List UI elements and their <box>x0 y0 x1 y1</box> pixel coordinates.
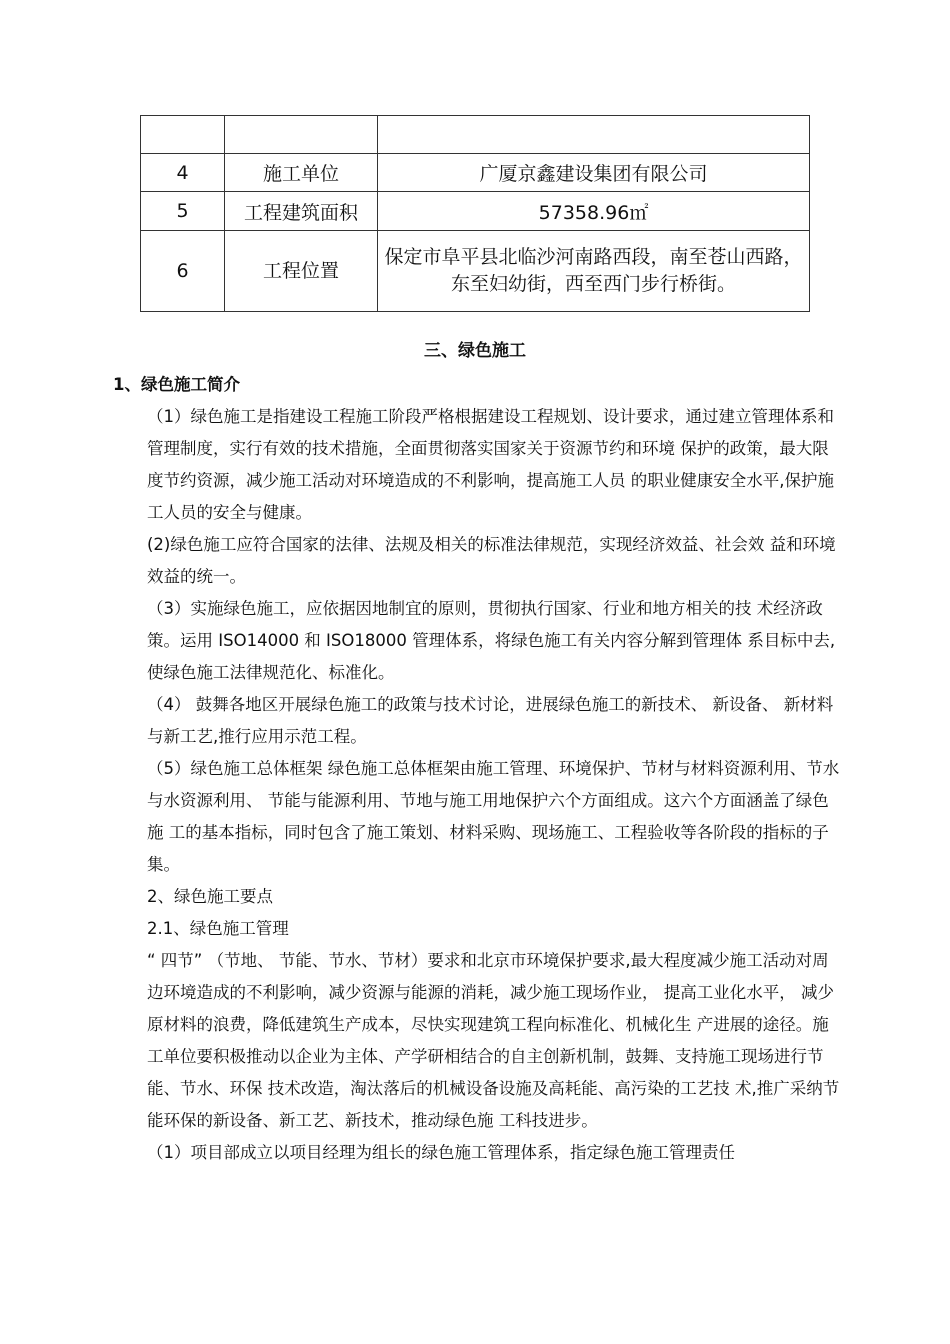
row-value: 保定市阜平县北临沙河南路西段，南至苍山西路，东至妇幼街，西至西门步行桥街。 <box>378 231 810 312</box>
paragraph-6: “ 四节” （节地、 节能、节水、节材）要求和北京市环境保护要求,最大程度减少施工活动对周边环境造成的不利影响，减少资源与能源的消耗，减少施工现场作业， 提高工业化水平， 减少原材料的浪费，降低建筑生产成本，尽快实现建筑工程向标准化、机械化生 产进展的途径。施工单位要积极推动以企业为主体、产学研相结合的自主创新机制，鼓舞、支持施工现场进行节能、节水、环保 技术改造，淘汰落后的机械设备设施及高耗能、高污染的工艺技 术,推广采纳节能环保的新设备、新工艺、新技术，推动绿色施 工科技进步。 <box>147 951 840 1130</box>
row-item: 施工单位 <box>225 154 378 192</box>
section-title: 三、绿色施工 <box>424 341 526 361</box>
row-value: 57358.96㎡ <box>378 192 810 231</box>
row-number: 6 <box>141 231 225 312</box>
heading-key-points: 2、绿色施工要点 <box>147 887 273 906</box>
row-number <box>141 116 225 154</box>
paragraph-4: （4） 鼓舞各地区开展绿色施工的政策与技术讨论，进展绿色施工的新技术、 新设备、 新材料与新工艺,推行应用示范工程。 <box>147 695 834 746</box>
heading-management: 2.1、绿色施工管理 <box>147 919 289 938</box>
project-info-table <box>140 115 810 312</box>
row-value <box>378 116 810 154</box>
row-number: 4 <box>141 154 225 192</box>
paragraph-3: （3）实施绿色施工，应依据因地制宜的原则，贯彻执行国家、行业和地方相关的技 术经济政策。运用 ISO14000 和 ISO18000 管理体系，将绿色施工有关内容分解到管理体 系目标中去,使绿色施工法律规范化、标准化。 <box>147 599 836 682</box>
row-item: 工程位置 <box>225 231 378 312</box>
paragraph-7: （1）项目部成立以项目经理为组长的绿色施工管理体系，指定绿色施工管理责任 <box>147 1143 735 1162</box>
row-item: 工程建筑面积 <box>225 192 378 231</box>
row-value: 广厦京鑫建设集团有限公司 <box>378 154 810 192</box>
paragraph-1: （1）绿色施工是指建设工程施工阶段严格根据建设工程规划、设计要求，通过建立管理体系和管理制度，实行有效的技术措施，全面贯彻落实国家关于资源节约和环境 保护的政策，最大限度节约资源，减少施工活动对环境造成的不利影响，提高施工人员 的职业健康安全水平,保护施工人员的安全与健康。 <box>147 407 834 522</box>
body-text <box>113 369 843 1169</box>
heading-intro: 1、绿色施工简介 <box>113 375 240 394</box>
table-row <box>141 154 810 192</box>
row-number: 5 <box>141 192 225 231</box>
table-row <box>141 116 810 154</box>
table-row <box>141 231 810 312</box>
row-item <box>225 116 378 154</box>
paragraph-5: （5）绿色施工总体框架 绿色施工总体框架由施工管理、环境保护、节材与材料资源利用、节水与水资源利用、 节能与能源利用、节地与施工用地保护六个方面组成。这六个方面涵盖了绿色施 工的基本指标，同时包含了施工策划、材料采购、现场施工、工程验收等各阶段的指标的子集。 <box>147 759 840 874</box>
table-row <box>141 192 810 231</box>
paragraph-2: (2)绿色施工应符合国家的法律、法规及相关的标准法律规范，实现经济效益、社会效 益和环境效益的统一。 <box>147 535 836 586</box>
